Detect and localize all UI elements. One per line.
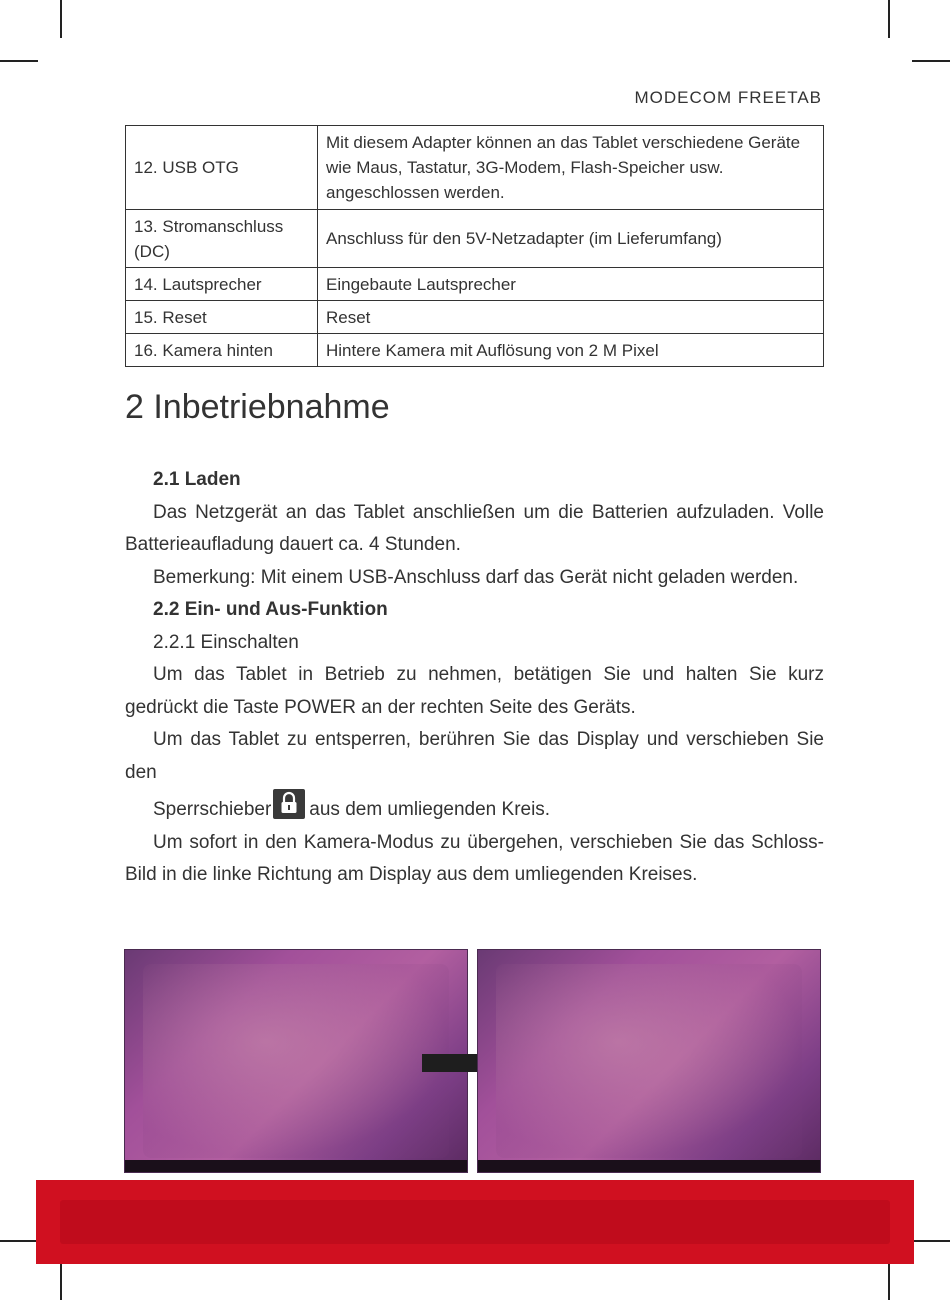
table-row	[126, 301, 824, 334]
table-cell-desc: Reset	[318, 301, 824, 334]
table-cell-name: 13. Stromanschluss (DC)	[126, 210, 318, 268]
table-row	[126, 334, 824, 367]
crop-mark	[60, 0, 62, 38]
paragraph-part: aus dem umliegenden Kreis.	[309, 799, 551, 820]
crop-mark	[888, 0, 890, 38]
subsection-title: 2.2 Ein- und Aus-Funktion	[153, 599, 388, 620]
footer-band	[36, 1180, 914, 1264]
spec-table	[125, 125, 824, 367]
footer-band-inner	[60, 1200, 890, 1244]
crop-mark	[912, 60, 950, 62]
crop-mark	[888, 1262, 890, 1300]
screen-status-bar	[478, 1160, 820, 1172]
table-cell-desc: Eingebaute Lautsprecher	[318, 268, 824, 301]
table-cell-desc: Anschluss für den 5V-Netzadapter (im Lieferumfang)	[318, 210, 824, 268]
table-cell-name: 16. Kamera hinten	[126, 334, 318, 367]
subsection-title: 2.1 Laden	[153, 469, 241, 490]
crop-mark	[0, 1240, 38, 1242]
screen-content	[496, 964, 802, 1158]
paragraph: Um sofort in den Kamera-Modus zu übergehen, verschieben Sie das Schloss-Bild in die linke Richtung am Display aus dem umliegenden Kreises.	[125, 831, 824, 885]
screen-content	[143, 964, 449, 1158]
paragraph	[125, 789, 824, 827]
paragraph-part: Sperrschieber	[153, 799, 272, 820]
subsubsection-title: 2.2.1 Einschalten	[153, 631, 299, 653]
body-text	[125, 464, 824, 892]
paragraph: Das Netzgerät an das Tablet anschließen um die Batterien aufzuladen. Volle Batterieaufladung dauert ca. 4 Stunden.	[125, 501, 824, 555]
table-cell-desc: Mit diesem Adapter können an das Tablet verschiedene Geräte wie Maus, Tastatur, 3G-Modem, Flash-Speicher usw. angeschlossen werden.	[318, 126, 824, 210]
paragraph: Bemerkung: Mit einem USB-Anschluss darf das Gerät nicht geladen werden.	[153, 566, 799, 588]
section-title: 2 Inbetriebnahme	[125, 388, 390, 426]
tablet-screenshot-locked	[125, 950, 467, 1172]
crop-mark	[0, 60, 38, 62]
table-row	[126, 268, 824, 301]
tablet-screenshot-camera	[478, 950, 820, 1172]
paragraph: Um das Tablet zu entsperren, berühren Sie das Display und verschieben Sie den	[125, 729, 824, 783]
table-cell-name: 15. Reset	[126, 301, 318, 334]
lock-icon	[273, 789, 305, 819]
table-cell-name: 12. USB OTG	[126, 126, 318, 210]
crop-mark	[60, 1262, 62, 1300]
table-row	[126, 126, 824, 210]
table-cell-name: 14. Lautsprecher	[126, 268, 318, 301]
screen-status-bar	[125, 1160, 467, 1172]
table-cell-desc: Hintere Kamera mit Auflösung von 2 M Pixel	[318, 334, 824, 367]
crop-mark	[912, 1240, 950, 1242]
running-header: MODECOM FREETAB	[634, 88, 822, 107]
table-row	[126, 210, 824, 268]
paragraph: Um das Tablet in Betrieb zu nehmen, betätigen Sie und halten Sie kurz gedrückt die Taste POWER an der rechten Seite des Geräts.	[125, 664, 824, 718]
